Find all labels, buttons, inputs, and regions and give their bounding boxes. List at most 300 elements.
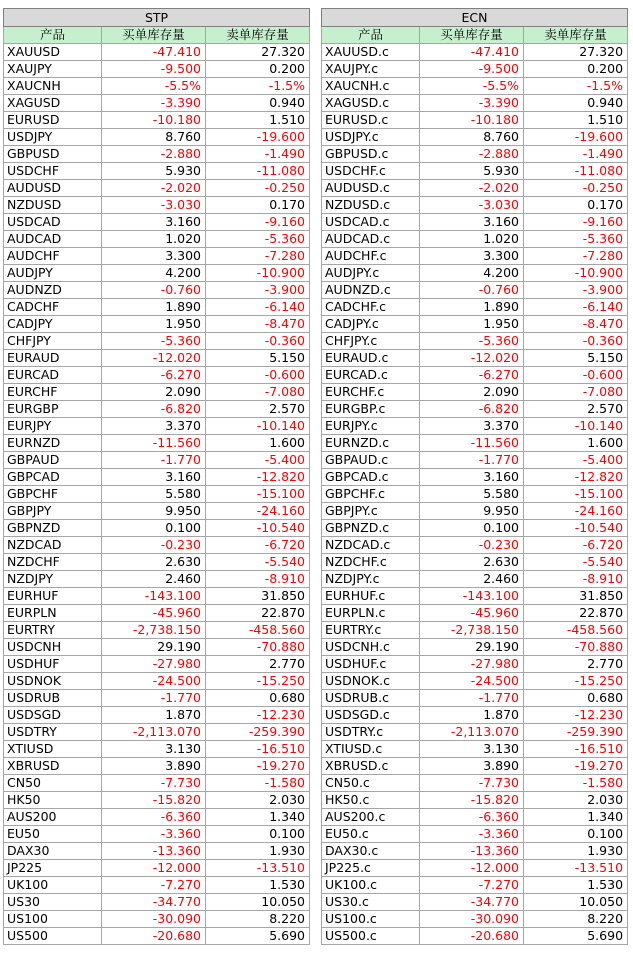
symbol-cell: USDNOK: [4, 673, 102, 690]
table-row: [4, 367, 310, 384]
table-row: [4, 503, 310, 520]
sell-swap-cell: -10.140: [206, 418, 310, 435]
table-row: [4, 588, 310, 605]
sell-swap-cell: -7.280: [524, 248, 628, 265]
symbol-cell: GBPJPY.c: [322, 503, 420, 520]
symbol-cell: USDSGD.c: [322, 707, 420, 724]
symbol-cell: AUDNZD.c: [322, 282, 420, 299]
symbol-cell: EURJPY.c: [322, 418, 420, 435]
sell-swap-cell: -0.360: [524, 333, 628, 350]
symbol-cell: US100: [4, 911, 102, 928]
table-row: [322, 180, 628, 197]
sell-swap-cell: 1.340: [206, 809, 310, 826]
table-row: [322, 95, 628, 112]
table-row: [4, 928, 310, 945]
buy-swap-cell: -6.270: [420, 367, 524, 384]
sell-swap-cell: 0.170: [206, 197, 310, 214]
buy-swap-cell: 1.950: [420, 316, 524, 333]
symbol-cell: EURGBP: [4, 401, 102, 418]
sell-swap-cell: 1.510: [206, 112, 310, 129]
table-row: [322, 894, 628, 911]
symbol-cell: EURHUF: [4, 588, 102, 605]
symbol-cell: USDCAD.c: [322, 214, 420, 231]
symbol-cell: GBPNZD: [4, 520, 102, 537]
table-row: [322, 537, 628, 554]
sell-swap-cell: -16.510: [524, 741, 628, 758]
table-row: [322, 843, 628, 860]
symbol-cell: EURAUD: [4, 350, 102, 367]
stp-table-title: STP: [4, 9, 310, 27]
symbol-cell: NZDJPY: [4, 571, 102, 588]
symbol-cell: GBPUSD.c: [322, 146, 420, 163]
column-header-product: 产品: [322, 27, 420, 44]
table-row: [322, 520, 628, 537]
table-row: [322, 860, 628, 877]
table-row: [4, 690, 310, 707]
table-row: [322, 231, 628, 248]
table-row: [4, 520, 310, 537]
symbol-cell: XAUUSD.c: [322, 44, 420, 61]
symbol-cell: EU50: [4, 826, 102, 843]
sell-swap-cell: -259.390: [524, 724, 628, 741]
symbol-cell: EURTRY.c: [322, 622, 420, 639]
buy-swap-cell: 5.580: [102, 486, 206, 503]
sell-swap-cell: 1.600: [206, 435, 310, 452]
table-row: [322, 163, 628, 180]
sell-swap-cell: 8.220: [206, 911, 310, 928]
sell-swap-cell: 31.850: [206, 588, 310, 605]
symbol-cell: DAX30: [4, 843, 102, 860]
sell-swap-cell: -16.510: [206, 741, 310, 758]
buy-swap-cell: -0.760: [102, 282, 206, 299]
symbol-cell: EURJPY: [4, 418, 102, 435]
sell-swap-cell: -70.880: [206, 639, 310, 656]
sell-swap-cell: 0.200: [524, 61, 628, 78]
sell-swap-cell: -11.080: [206, 163, 310, 180]
symbol-cell: USDCHF.c: [322, 163, 420, 180]
table-row: [4, 571, 310, 588]
sell-swap-cell: -9.160: [524, 214, 628, 231]
symbol-cell: EURCHF: [4, 384, 102, 401]
buy-swap-cell: -3.030: [102, 197, 206, 214]
buy-swap-cell: -0.760: [420, 282, 524, 299]
symbol-cell: JP225.c: [322, 860, 420, 877]
symbol-cell: XAUUSD: [4, 44, 102, 61]
table-row: [4, 248, 310, 265]
table-row: [4, 61, 310, 78]
buy-swap-cell: 1.870: [102, 707, 206, 724]
buy-swap-cell: -11.560: [420, 435, 524, 452]
symbol-cell: AUDJPY.c: [322, 265, 420, 282]
buy-swap-cell: 29.190: [420, 639, 524, 656]
sell-swap-cell: -5.400: [524, 452, 628, 469]
buy-swap-cell: -10.180: [420, 112, 524, 129]
table-row: [322, 605, 628, 622]
table-row: [322, 775, 628, 792]
buy-swap-cell: -45.960: [102, 605, 206, 622]
buy-swap-cell: -7.730: [102, 775, 206, 792]
buy-swap-cell: 3.370: [420, 418, 524, 435]
buy-swap-cell: 1.890: [420, 299, 524, 316]
buy-swap-cell: -7.270: [102, 877, 206, 894]
sell-swap-cell: 0.100: [524, 826, 628, 843]
sell-swap-cell: -458.560: [206, 622, 310, 639]
sell-swap-cell: 1.510: [524, 112, 628, 129]
symbol-cell: GBPAUD: [4, 452, 102, 469]
table-row: [322, 299, 628, 316]
table-row: [4, 486, 310, 503]
sell-swap-cell: -458.560: [524, 622, 628, 639]
symbol-cell: US30.c: [322, 894, 420, 911]
table-row: [4, 197, 310, 214]
table-row: [4, 707, 310, 724]
symbol-cell: JP225: [4, 860, 102, 877]
table-row: [322, 316, 628, 333]
buy-swap-cell: -9.500: [102, 61, 206, 78]
symbol-cell: GBPCHF: [4, 486, 102, 503]
symbol-cell: XAUJPY.c: [322, 61, 420, 78]
table-row: [4, 435, 310, 452]
table-row: [4, 894, 310, 911]
table-row: [4, 554, 310, 571]
symbol-cell: XAGUSD: [4, 95, 102, 112]
sell-swap-cell: -12.230: [524, 707, 628, 724]
buy-swap-cell: -12.000: [102, 860, 206, 877]
buy-swap-cell: 0.100: [102, 520, 206, 537]
buy-swap-cell: -13.360: [102, 843, 206, 860]
ecn-table-body: [322, 44, 628, 945]
sell-swap-cell: 1.930: [524, 843, 628, 860]
buy-swap-cell: -3.360: [102, 826, 206, 843]
sell-swap-cell: -9.160: [206, 214, 310, 231]
symbol-cell: AUDCAD.c: [322, 231, 420, 248]
table-row: [4, 622, 310, 639]
sell-swap-cell: -10.140: [524, 418, 628, 435]
sell-swap-cell: -5.360: [524, 231, 628, 248]
symbol-cell: HK50.c: [322, 792, 420, 809]
buy-swap-cell: 9.950: [102, 503, 206, 520]
sell-swap-cell: -7.280: [206, 248, 310, 265]
symbol-cell: XTIUSD.c: [322, 741, 420, 758]
sell-swap-cell: -1.5%: [206, 78, 310, 95]
column-header-product: 产品: [4, 27, 102, 44]
buy-swap-cell: 0.100: [420, 520, 524, 537]
sell-swap-cell: -3.900: [206, 282, 310, 299]
buy-swap-cell: -2,113.070: [102, 724, 206, 741]
symbol-cell: EURCAD: [4, 367, 102, 384]
buy-swap-cell: 2.460: [420, 571, 524, 588]
sell-swap-cell: 2.030: [524, 792, 628, 809]
buy-swap-cell: -143.100: [420, 588, 524, 605]
ecn-panel: [321, 8, 627, 945]
symbol-cell: USDTRY.c: [322, 724, 420, 741]
table-row: [4, 231, 310, 248]
symbol-cell: AUDUSD.c: [322, 180, 420, 197]
symbol-cell: EURPLN.c: [322, 605, 420, 622]
sell-swap-cell: -10.900: [524, 265, 628, 282]
buy-swap-cell: 8.760: [102, 129, 206, 146]
buy-swap-cell: -27.980: [102, 656, 206, 673]
sell-swap-cell: 2.570: [206, 401, 310, 418]
buy-swap-cell: 8.760: [420, 129, 524, 146]
symbol-cell: USDRUB.c: [322, 690, 420, 707]
sell-swap-cell: 27.320: [206, 44, 310, 61]
symbol-cell: CADJPY: [4, 316, 102, 333]
symbol-cell: UK100: [4, 877, 102, 894]
buy-swap-cell: 4.200: [102, 265, 206, 282]
symbol-cell: EURGBP.c: [322, 401, 420, 418]
symbol-cell: AUDCHF.c: [322, 248, 420, 265]
symbol-cell: NZDCHF: [4, 554, 102, 571]
symbol-cell: GBPCAD.c: [322, 469, 420, 486]
table-row: [322, 452, 628, 469]
table-row: [322, 911, 628, 928]
table-row: [4, 809, 310, 826]
sell-swap-cell: -8.910: [206, 571, 310, 588]
symbol-cell: USDCNH.c: [322, 639, 420, 656]
sell-swap-cell: 0.100: [206, 826, 310, 843]
symbol-cell: NZDJPY.c: [322, 571, 420, 588]
buy-swap-cell: 3.890: [102, 758, 206, 775]
buy-swap-cell: -1.770: [420, 690, 524, 707]
buy-swap-cell: 3.160: [102, 214, 206, 231]
buy-swap-cell: -2,738.150: [420, 622, 524, 639]
sell-swap-cell: 27.320: [524, 44, 628, 61]
table-row: [322, 197, 628, 214]
symbol-cell: GBPAUD.c: [322, 452, 420, 469]
table-row: [322, 418, 628, 435]
buy-swap-cell: 3.130: [420, 741, 524, 758]
stp-table-body: [4, 44, 310, 945]
table-row: [322, 758, 628, 775]
symbol-cell: CN50.c: [322, 775, 420, 792]
table-row: [322, 214, 628, 231]
buy-swap-cell: 2.090: [102, 384, 206, 401]
symbol-cell: USDRUB: [4, 690, 102, 707]
table-row: [4, 282, 310, 299]
sell-swap-cell: -10.540: [206, 520, 310, 537]
symbol-cell: CADCHF.c: [322, 299, 420, 316]
sell-swap-cell: -19.600: [206, 129, 310, 146]
stp-panel: [3, 8, 309, 945]
buy-swap-cell: 5.930: [420, 163, 524, 180]
buy-swap-cell: -20.680: [102, 928, 206, 945]
buy-swap-cell: -6.360: [420, 809, 524, 826]
buy-swap-cell: 5.580: [420, 486, 524, 503]
buy-swap-cell: 3.160: [102, 469, 206, 486]
symbol-cell: HK50: [4, 792, 102, 809]
table-row: [4, 792, 310, 809]
buy-swap-cell: 2.090: [420, 384, 524, 401]
table-row: [4, 758, 310, 775]
sell-swap-cell: 31.850: [524, 588, 628, 605]
buy-swap-cell: -47.410: [420, 44, 524, 61]
table-row: [4, 860, 310, 877]
buy-swap-cell: -2.880: [102, 146, 206, 163]
sell-swap-cell: -19.270: [524, 758, 628, 775]
buy-swap-cell: -2,113.070: [420, 724, 524, 741]
table-row: [322, 554, 628, 571]
buy-swap-cell: -24.500: [420, 673, 524, 690]
table-row: [4, 350, 310, 367]
sell-swap-cell: -0.250: [206, 180, 310, 197]
sell-swap-cell: -1.580: [524, 775, 628, 792]
table-row: [4, 333, 310, 350]
table-row: [4, 843, 310, 860]
symbol-cell: NZDUSD: [4, 197, 102, 214]
symbol-cell: NZDCAD: [4, 537, 102, 554]
buy-swap-cell: -5.5%: [102, 78, 206, 95]
table-row: [4, 401, 310, 418]
table-row: [4, 605, 310, 622]
symbol-cell: EURHUF.c: [322, 588, 420, 605]
buy-swap-cell: 1.890: [102, 299, 206, 316]
symbol-cell: US500: [4, 928, 102, 945]
table-row: [322, 248, 628, 265]
symbol-cell: CN50: [4, 775, 102, 792]
symbol-cell: CHFJPY: [4, 333, 102, 350]
table-row: [4, 775, 310, 792]
sell-swap-cell: 2.570: [524, 401, 628, 418]
sell-swap-cell: -1.490: [206, 146, 310, 163]
table-row: [4, 452, 310, 469]
table-row: [322, 367, 628, 384]
symbol-cell: GBPUSD: [4, 146, 102, 163]
buy-swap-cell: 3.160: [420, 469, 524, 486]
symbol-cell: EURCHF.c: [322, 384, 420, 401]
table-row: [322, 690, 628, 707]
sell-swap-cell: -15.100: [524, 486, 628, 503]
sell-swap-cell: 0.940: [206, 95, 310, 112]
buy-swap-cell: -45.960: [420, 605, 524, 622]
table-row: [4, 163, 310, 180]
sell-swap-cell: 0.200: [206, 61, 310, 78]
sell-swap-cell: -0.600: [524, 367, 628, 384]
buy-swap-cell: -2.020: [420, 180, 524, 197]
table-row: [322, 282, 628, 299]
buy-swap-cell: -13.360: [420, 843, 524, 860]
symbol-cell: CHFJPY.c: [322, 333, 420, 350]
symbol-cell: AUDCAD: [4, 231, 102, 248]
symbol-cell: EURUSD: [4, 112, 102, 129]
sell-swap-cell: -0.360: [206, 333, 310, 350]
sell-swap-cell: 5.690: [524, 928, 628, 945]
sell-swap-cell: -70.880: [524, 639, 628, 656]
table-row: [322, 129, 628, 146]
buy-swap-cell: -0.230: [420, 537, 524, 554]
symbol-cell: USDCNH: [4, 639, 102, 656]
sell-swap-cell: -11.080: [524, 163, 628, 180]
column-header-sell: 卖单库存量: [206, 27, 310, 44]
symbol-cell: UK100.c: [322, 877, 420, 894]
table-row: [4, 911, 310, 928]
buy-swap-cell: 2.630: [102, 554, 206, 571]
symbol-cell: EURAUD.c: [322, 350, 420, 367]
sell-swap-cell: -0.250: [524, 180, 628, 197]
buy-swap-cell: -5.360: [420, 333, 524, 350]
buy-swap-cell: -30.090: [420, 911, 524, 928]
buy-swap-cell: -1.770: [102, 690, 206, 707]
buy-swap-cell: 2.460: [102, 571, 206, 588]
symbol-cell: XBRUSD.c: [322, 758, 420, 775]
table-row: [4, 95, 310, 112]
symbol-cell: AUS200: [4, 809, 102, 826]
symbol-cell: US500.c: [322, 928, 420, 945]
symbol-cell: EURPLN: [4, 605, 102, 622]
buy-swap-cell: 3.300: [420, 248, 524, 265]
sell-swap-cell: -1.580: [206, 775, 310, 792]
symbol-cell: NZDUSD.c: [322, 197, 420, 214]
symbol-cell: USDCAD: [4, 214, 102, 231]
symbol-cell: US100.c: [322, 911, 420, 928]
buy-swap-cell: 1.950: [102, 316, 206, 333]
buy-swap-cell: -3.030: [420, 197, 524, 214]
sell-swap-cell: -12.230: [206, 707, 310, 724]
symbol-cell: GBPCAD: [4, 469, 102, 486]
buy-swap-cell: -6.820: [102, 401, 206, 418]
table-row: [4, 299, 310, 316]
table-row: [4, 129, 310, 146]
sell-swap-cell: -13.510: [206, 860, 310, 877]
buy-swap-cell: -6.360: [102, 809, 206, 826]
buy-swap-cell: 3.160: [420, 214, 524, 231]
buy-swap-cell: -10.180: [102, 112, 206, 129]
sell-swap-cell: -0.600: [206, 367, 310, 384]
sell-swap-cell: 2.770: [206, 656, 310, 673]
sell-swap-cell: -6.140: [524, 299, 628, 316]
ecn-swap-table: [321, 8, 628, 945]
buy-swap-cell: -15.820: [420, 792, 524, 809]
buy-swap-cell: 3.890: [420, 758, 524, 775]
sell-swap-cell: 2.770: [524, 656, 628, 673]
table-row: [4, 639, 310, 656]
symbol-cell: GBPJPY: [4, 503, 102, 520]
sell-swap-cell: -3.900: [524, 282, 628, 299]
buy-swap-cell: -6.820: [420, 401, 524, 418]
sell-swap-cell: 0.680: [206, 690, 310, 707]
symbol-cell: XBRUSD: [4, 758, 102, 775]
symbol-cell: EURCAD.c: [322, 367, 420, 384]
symbol-cell: AUDJPY: [4, 265, 102, 282]
table-row: [322, 639, 628, 656]
symbol-cell: USDJPY: [4, 129, 102, 146]
symbol-cell: USDNOK.c: [322, 673, 420, 690]
table-row: [4, 724, 310, 741]
buy-swap-cell: -1.770: [102, 452, 206, 469]
sell-swap-cell: 0.170: [524, 197, 628, 214]
table-row: [4, 146, 310, 163]
sell-swap-cell: 1.930: [206, 843, 310, 860]
sell-swap-cell: -1.5%: [524, 78, 628, 95]
sell-swap-cell: 22.870: [206, 605, 310, 622]
table-row: [322, 44, 628, 61]
table-row: [4, 469, 310, 486]
symbol-cell: EURUSD.c: [322, 112, 420, 129]
table-row: [322, 78, 628, 95]
buy-swap-cell: -1.770: [420, 452, 524, 469]
table-row: [322, 588, 628, 605]
symbol-cell: NZDCAD.c: [322, 537, 420, 554]
buy-swap-cell: -20.680: [420, 928, 524, 945]
symbol-cell: US30: [4, 894, 102, 911]
buy-swap-cell: 3.300: [102, 248, 206, 265]
sell-swap-cell: -10.540: [524, 520, 628, 537]
table-row: [322, 877, 628, 894]
buy-swap-cell: 2.630: [420, 554, 524, 571]
symbol-cell: GBPCHF.c: [322, 486, 420, 503]
table-row: [4, 537, 310, 554]
table-row: [4, 214, 310, 231]
